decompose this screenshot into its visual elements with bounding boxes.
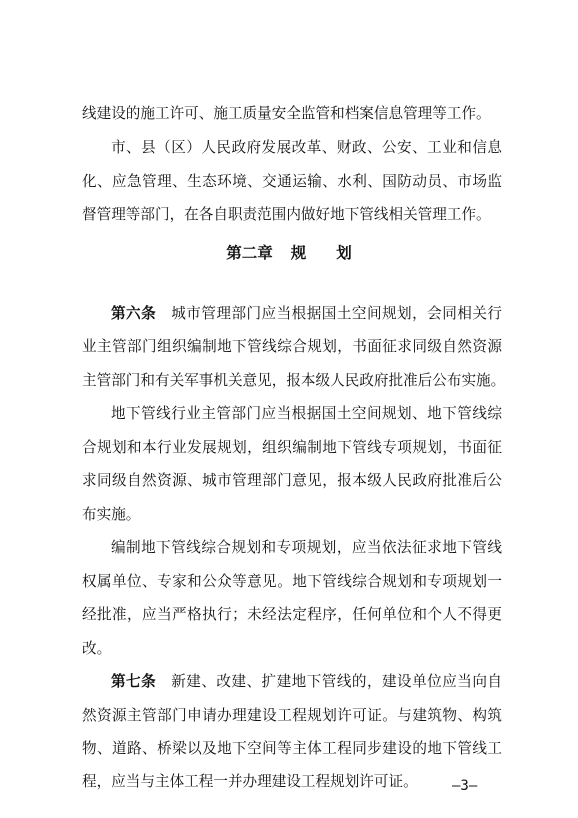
text-line: 化、应急管理、生态环境、交通运输、水利、国防动员、市场监 xyxy=(82,173,502,190)
text-line: 合规划和本行业发展规划，组织编制地下管线专项规划，书面征 xyxy=(82,439,502,456)
text-line: 编制地下管线综合规划和专项规划，应当依法征求地下管线 xyxy=(111,539,502,556)
text-line: 改。 xyxy=(82,640,112,657)
article-7-first-line xyxy=(111,672,502,692)
page-number: —3— xyxy=(452,778,478,794)
article-6-first-line xyxy=(111,304,502,324)
text-line: 市、县（区）人民政府发展改革、财政、公安、工业和信息 xyxy=(111,139,502,156)
text-line: 经批准，应当严格执行；未经法定程序，任何单位和个人不得更 xyxy=(82,606,502,623)
article-label: 第七条 xyxy=(111,673,157,690)
text-span: 新建、改建、扩建地下管线的，建设单位应当向自 xyxy=(171,673,502,690)
chapter-title-char: 规 xyxy=(290,243,307,262)
chapter-heading xyxy=(0,242,578,264)
text-line: 线建设的施工许可、施工质量安全监管和档案信息管理等工作。 xyxy=(82,105,491,122)
text-line: 地下管线行业主管部门应当根据国土空间规划、地下管线综 xyxy=(111,405,502,422)
article-label: 第六条 xyxy=(111,305,157,322)
text-line: 物、道路、桥梁以及地下空间等主体工程同步建设的地下管线工 xyxy=(82,740,502,757)
text-line: 权属单位、专家和公众等意见。地下管线综合规划和专项规划一 xyxy=(82,573,502,590)
text-line: 求同级自然资源、城市管理部门意见，报本级人民政府批准后公 xyxy=(82,472,502,489)
text-line: 程，应当与主体工程一并办理建设工程规划许可证。 xyxy=(82,773,418,790)
text-line: 业主管部门组织编制地下管线综合规划，书面征求同级自然资源 xyxy=(82,338,502,355)
text-line: 督管理等部门，在各自职责范围内做好地下管线相关管理工作。 xyxy=(82,206,491,223)
text-line: 布实施。 xyxy=(82,506,141,523)
text-line: 主管部门和有关军事机关意见，报本级人民政府批准后公布实施。 xyxy=(82,372,506,389)
chapter-number: 第二章 xyxy=(226,243,273,262)
text-span: 城市管理部门应当根据国土空间规划，会同相关行 xyxy=(171,305,502,322)
text-line: 然资源主管部门申请办理建设工程规划许可证。与建筑物、构筑 xyxy=(82,707,502,724)
chapter-title-char: 划 xyxy=(336,243,352,262)
